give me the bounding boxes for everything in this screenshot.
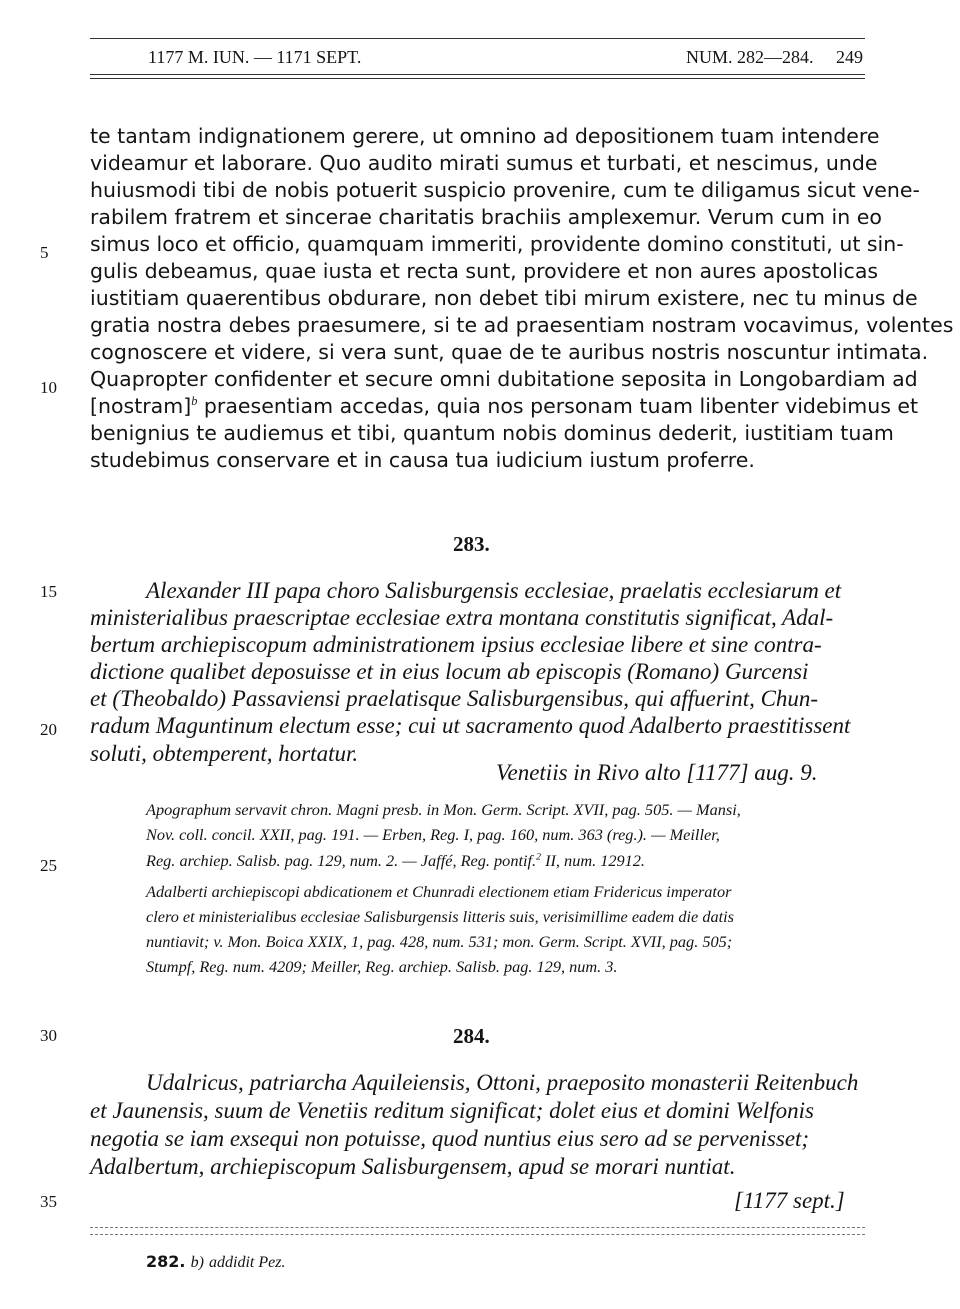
footnote-ref: 282. bbox=[146, 1252, 186, 1271]
note-line bbox=[146, 851, 645, 871]
line-number: 15 bbox=[40, 582, 57, 601]
text-line: simus loco et officio, quamquam immeriti, providente domino constituti, ut sin- bbox=[90, 232, 904, 256]
text-line: benignius te audiemus et tibi, quantum nobis dominus dederit, iustitiam tuam bbox=[90, 421, 894, 445]
footnote-mark: b) bbox=[190, 1254, 204, 1271]
header-rule-top bbox=[90, 38, 865, 39]
text-line: te tantam indignationem gerere, ut omnino ad depositionem tuam intendere bbox=[90, 124, 880, 148]
line-number: 35 bbox=[40, 1192, 57, 1211]
line-number: 25 bbox=[40, 856, 57, 875]
text-line: studebimus conservare et in causa tua iudicium iustum proferre. bbox=[90, 448, 755, 472]
line-number: 10 bbox=[40, 378, 57, 397]
doc-283-dateline: Venetiis in Rivo alto [1177] aug. 9. bbox=[496, 760, 818, 785]
summary-line: et (Theobaldo) Passaviensi praelatisque Salisburgensibus, qui affuerint, Chun- bbox=[90, 686, 819, 711]
note-text: Reg. archiep. Salisb. pag. 129, num. 2. — Jaffé, Reg. pontif. bbox=[146, 851, 537, 870]
text-line: huiusmodi tibi de nobis potuerit suspicio provenire, cum te diligamus sicut vene- bbox=[90, 178, 920, 202]
page-number: 249 bbox=[836, 47, 863, 67]
text-line bbox=[90, 394, 918, 418]
header-rule-double bbox=[90, 78, 865, 79]
summary-line: Adalbertum, archiepiscopum Salisburgensem, apud se morari nuntiat. bbox=[90, 1154, 736, 1179]
doc-284-dateline: [1177 sept.] bbox=[734, 1188, 845, 1213]
summary-line: et Jaunensis, suum de Venetiis reditum significat; dolet eius et domini Welfonis bbox=[90, 1098, 814, 1123]
text-line: gratia nostra debes praesumere, si te ad praesentiam nostram vocavimus, volentes bbox=[90, 313, 954, 337]
text-line-rest: praesentiam accedas, quia nos personam tuam libenter videbimus et bbox=[203, 394, 919, 418]
footnote-text: addidit Pez. bbox=[209, 1254, 286, 1271]
summary-line: soluti, obtemperent, hortatur. bbox=[90, 741, 359, 766]
summary-line: radum Maguntinum electum esse; cui ut sacramento quod Adalberto praestitissent bbox=[90, 713, 851, 738]
text-line: videamur et laborare. Quo audito mirati sumus et turbati, et nescimus, unde bbox=[90, 151, 878, 175]
header-rule-bottom bbox=[90, 74, 865, 75]
note-line: Nov. coll. concil. XXII, pag. 191. — Erben, Reg. I, pag. 160, num. 363 (reg.). — Meiller, bbox=[146, 825, 720, 844]
running-head-numbers: NUM. 282—284. bbox=[686, 47, 814, 67]
note-line: Stumpf, Reg. num. 4209; Meiller, Reg. archiep. Salisb. pag. 129, num. 3. bbox=[146, 957, 618, 976]
bracketed-word: [nostram] bbox=[90, 394, 192, 418]
footnote-rule-second bbox=[90, 1234, 865, 1235]
summary-line: Alexander III papa choro Salisburgensis ecclesiae, praelatis ecclesiarum et bbox=[146, 578, 842, 603]
text-line: rabilem fratrem et sincerae charitatis brachiis amplexemur. Verum cum in eo bbox=[90, 205, 882, 229]
note-line: Adalberti archiepiscopi abdicationem et Chunradi electionem etiam Fridericus imperator bbox=[146, 882, 732, 901]
footnote-mark: b bbox=[191, 394, 198, 409]
footnote bbox=[146, 1252, 285, 1272]
note-text: II, num. 12912. bbox=[541, 851, 646, 870]
line-number: 5 bbox=[40, 243, 49, 262]
doc-284-number: 284. bbox=[453, 1024, 490, 1048]
text-line: Quapropter confidenter et secure omni dubitatione seposita in Longobardiam ad bbox=[90, 367, 918, 391]
text-line: cognoscere et videre, si vera sunt, quae de te auribus nostris noscuntur intimata. bbox=[90, 340, 929, 364]
summary-line: Udalricus, patriarcha Aquileiensis, Ottoni, praeposito monasterii Reitenbuch bbox=[146, 1070, 859, 1095]
line-number: 20 bbox=[40, 720, 57, 739]
note-line: Apographum servavit chron. Magni presb. in Mon. Germ. Script. XVII, pag. 505. — Mansi, bbox=[146, 800, 741, 819]
doc-283-number: 283. bbox=[453, 532, 490, 556]
summary-line: dictione qualibet deposuisse et in eius locum ab episcopis (Romano) Gurcensi bbox=[90, 659, 809, 684]
running-head-dates: 1177 M. IUN. — 1171 SEPT. bbox=[148, 47, 362, 67]
text-line: iustitiam quaerentibus obdurare, non debet tibi mirum existere, nec tu minus de bbox=[90, 286, 918, 310]
edition-mark: 2 bbox=[536, 851, 541, 863]
line-number: 30 bbox=[40, 1026, 57, 1045]
summary-line: negotia se iam exsequi non potuisse, quod nuntius eius sero ad se pervenisset; bbox=[90, 1126, 810, 1151]
summary-line: bertum archiepiscopum administrationem ipsius ecclesiae libere et sine contra- bbox=[90, 632, 822, 657]
text-line: gulis debeamus, quae iusta et recta sunt, providere et non aures apostolicas bbox=[90, 259, 879, 283]
summary-line: ministerialibus praescriptae ecclesiae extra montana constitutis significat, Adal- bbox=[90, 605, 834, 630]
note-line: nuntiavit; v. Mon. Boica XXIX, 1, pag. 428, num. 531; mon. Germ. Script. XVII, pag. 505; bbox=[146, 932, 733, 951]
note-line: clero et ministerialibus ecclesiae Salisburgensis litteris suis, verisimillime eadem die datis bbox=[146, 907, 735, 926]
footnote-rule bbox=[90, 1227, 865, 1228]
